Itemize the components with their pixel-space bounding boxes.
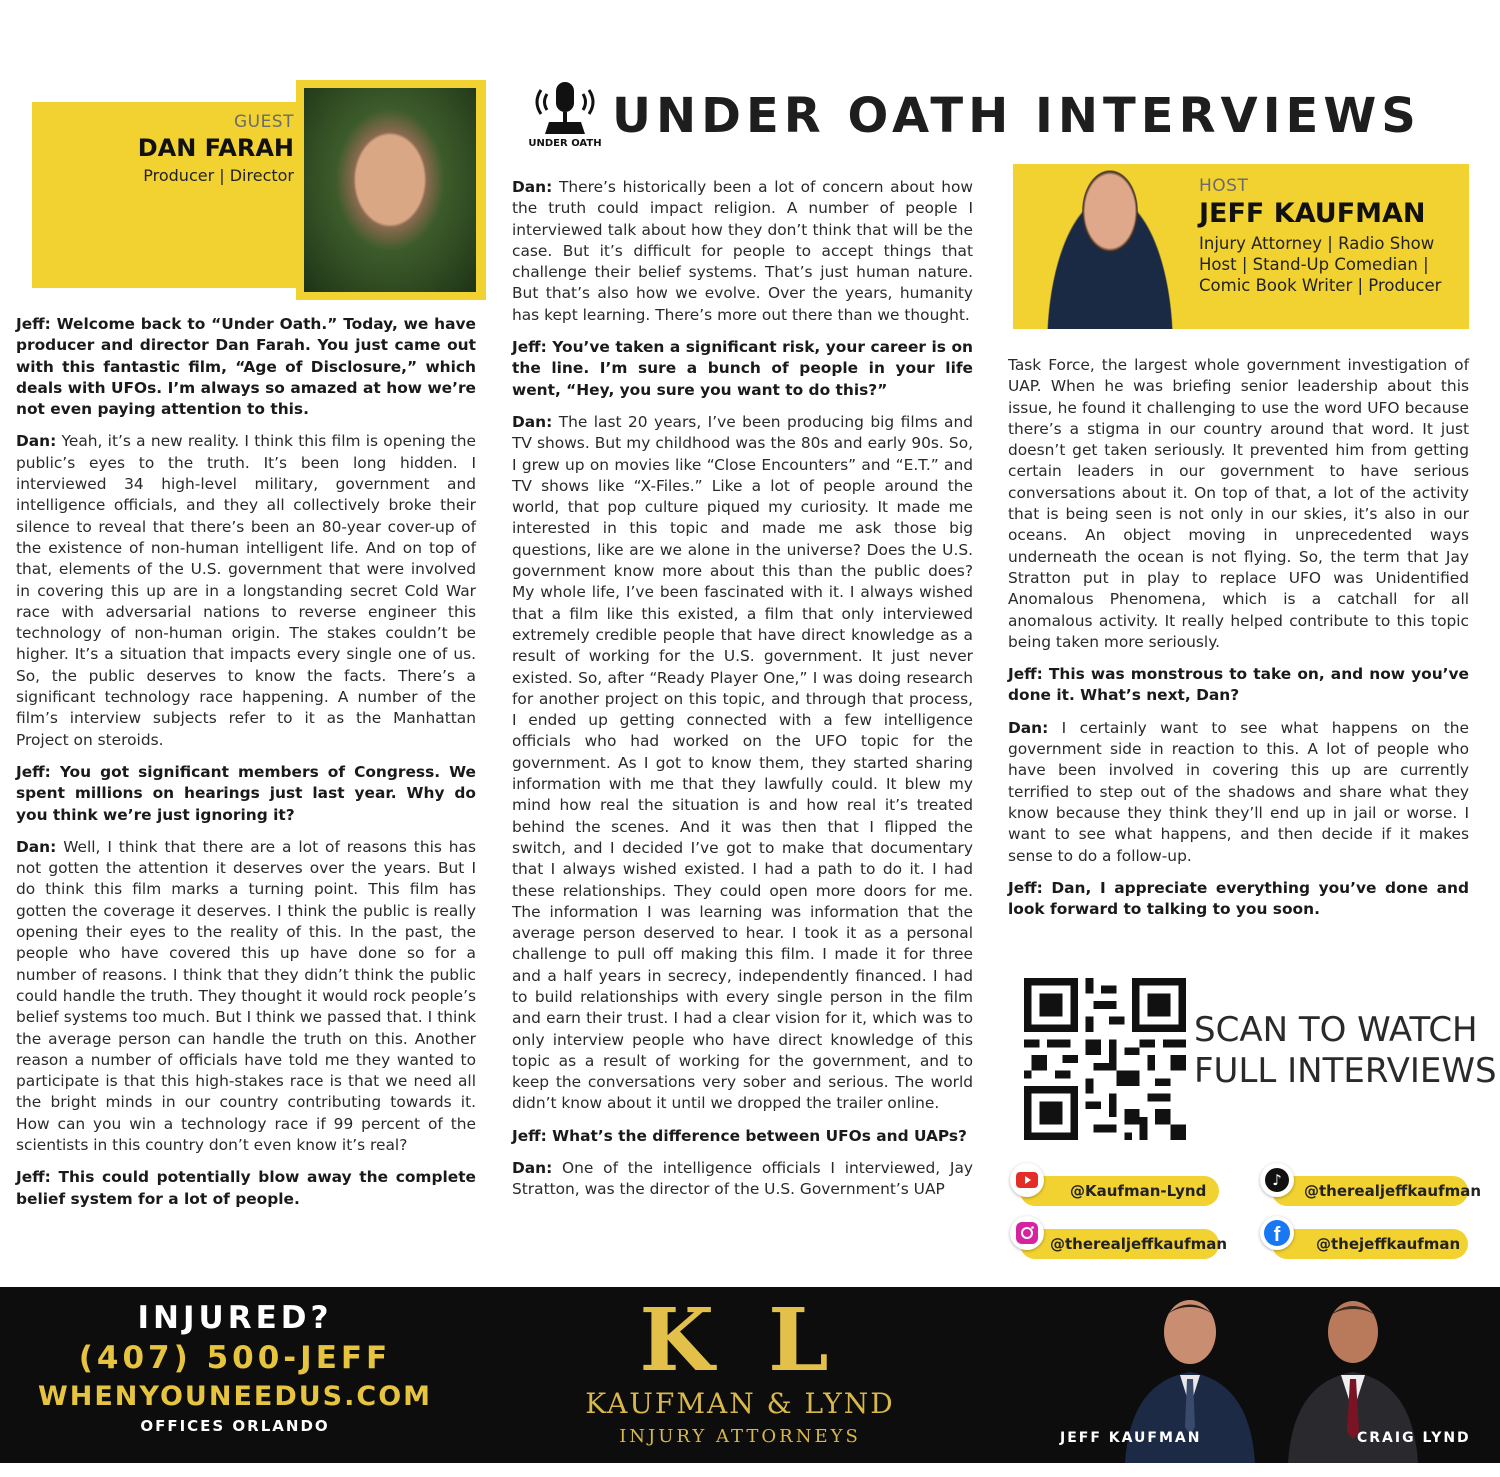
attorney-name-jeff: JEFF KAUFMAN xyxy=(1060,1430,1202,1446)
speaker-label: Dan: xyxy=(16,837,57,856)
host-photo xyxy=(1030,156,1190,329)
guest-label: GUEST xyxy=(233,112,294,132)
host-role-line: Comic Book Writer | Producer xyxy=(1199,276,1442,295)
social-youtube[interactable] xyxy=(1020,1176,1219,1206)
answer-paragraph xyxy=(1008,718,1469,867)
answer-text: There’s historically been a lot of concern about how the truth could impact religion. A number of people I interviewed talk about how they don’t think that will be the case. But it’s difficult for people to accept things that challenge their belief systems. That’s just human nature. But that’s also how we evolve. Over the years, humanity has kept learning. There’s more out there than we thought. xyxy=(512,178,973,324)
page-title: UNDER OATH INTERVIEWS xyxy=(612,88,1421,144)
facebook-icon[interactable]: f xyxy=(1260,1216,1294,1250)
scan-to-watch xyxy=(1194,1010,1497,1092)
answer-paragraph xyxy=(512,177,973,326)
footer-phone[interactable]: (407) 500-JEFF xyxy=(78,1340,392,1376)
host-name: JEFF KAUFMAN xyxy=(1199,198,1426,229)
footer-offices: OFFICES ORLANDO xyxy=(140,1417,330,1435)
attorney-name-craig: CRAIG LYND xyxy=(1357,1430,1471,1446)
question-paragraph: Jeff: You got significant members of Congress. We spent millions on hearings just last year. Why do you think we’re just ignoring it? xyxy=(16,762,476,824)
scan-line-1: SCAN TO WATCH xyxy=(1194,1010,1478,1050)
host-role-line: Host | Stand-Up Comedian | xyxy=(1199,255,1429,274)
speaker-label: Dan: xyxy=(512,1159,553,1178)
attorney-photo-craig xyxy=(1278,1287,1428,1477)
guest-role: Producer | Director xyxy=(143,166,294,185)
host-label: HOST xyxy=(1199,176,1249,196)
guest-info xyxy=(138,112,294,185)
social-tiktok[interactable] xyxy=(1272,1176,1482,1206)
question-paragraph: Jeff: What’s the difference between UFOs and UAPs? xyxy=(512,1126,967,1145)
qr-code[interactable] xyxy=(1024,978,1186,1140)
answer-paragraph xyxy=(512,1158,973,1201)
question-paragraph: Jeff: Dan, I appreciate everything you’ve done and look forward to talking to you soon. xyxy=(1008,878,1469,919)
social-handle: @therealjeffkaufman xyxy=(1050,1235,1228,1253)
answer-paragraph xyxy=(16,837,476,1156)
speaker-label: Dan: xyxy=(512,178,553,196)
article-column-1 xyxy=(16,314,476,1221)
social-handle: @thejeffkaufman xyxy=(1316,1235,1461,1253)
social-instagram[interactable] xyxy=(1020,1229,1228,1259)
host-info xyxy=(1199,176,1441,296)
guest-name: DAN FARAH xyxy=(137,134,294,162)
answer-text: Yeah, it’s a new reality. I think this film is opening the public’s eyes to the truth. It’s been long hidden. I interviewed 34 high-level military, government and intelligence officials, and they all collectively broke their silence to reveal that there’s been an 80-year cover-up of the existence of non-human intelligent life. And on top of that, elements of the U.S. government that were involved in covering this up are in a longstanding secret Cold War race with adversarial nations to reverse engineer this technology of non-human origin. The stakes couldn’t be higher. It’s a situation that impacts every single one of us. So, the public deserves to know the facts. There’s a significant technology race happening. A number of the film’s interview subjects refer to it as the Manhattan Project on steroids. xyxy=(16,432,476,749)
question-paragraph: Jeff: Welcome back to “Under Oath.” Today, we have producer and director Dan Farah. You just came out with this fantastic film, “Age of Disclosure,” which deals with UFOs. I’m always so amazed at how we’re not even paying attention to this. xyxy=(16,315,476,419)
answer-paragraph: Task Force, the largest whole government investigation of UAP. When he was briefing senior leadership about this issue, he found it challenging to use the word UFO because there’s a stigma in our country around that word. It just doesn’t get taken seriously. It prevented him from getting certain leaders in our government to have serious conversations about it. On top of that, a lot of the activity that is being seen is not only in our skies, it’s also in our oceans. An object moving in unprecedented ways underneath the ocean is not flying. So, the term that Jay Stratton put in play to replace UFO was Unidentified Anomalous Phenomena, which is a catchall for all anomalous activity. It really helped contribute to this topic being taken more seriously. xyxy=(1008,356,1469,651)
speaker-label: Dan: xyxy=(16,432,57,451)
firm-monogram: K L xyxy=(639,1290,841,1391)
speaker-label: Dan: xyxy=(512,412,553,431)
answer-text: One of the intelligence officials I interviewed, Jay Stratton, was the director of the U.S. Government’s UAP xyxy=(512,1159,973,1199)
footer-website[interactable]: WHENYOUNEEDUS.COM xyxy=(37,1381,433,1412)
firm-subtitle: INJURY ATTORNEYS xyxy=(619,1426,861,1447)
under-oath-logo xyxy=(527,78,603,152)
scan-line-2: FULL INTERVIEWS xyxy=(1194,1051,1497,1091)
question-paragraph: Jeff: This was monstrous to take on, and now you’ve done it. What’s next, Dan? xyxy=(1008,665,1469,705)
social-facebook[interactable] xyxy=(1272,1229,1468,1259)
question-paragraph: Jeff: This could potentially blow away the complete belief system for a lot of people. xyxy=(16,1168,476,1208)
social-handle: @Kaufman-Lynd xyxy=(1070,1182,1207,1200)
logo-text: UNDER OATH xyxy=(528,138,602,149)
answer-paragraph xyxy=(512,412,973,1115)
article-column-3 xyxy=(1008,355,1469,931)
question-paragraph: Jeff: You’ve taken a significant risk, your career is on the line. I’m sure a bunch of people in your life went, “Hey, you sure you want to do this?” xyxy=(512,338,973,399)
youtube-icon[interactable] xyxy=(1010,1163,1044,1197)
tiktok-icon[interactable]: ♪ xyxy=(1260,1163,1294,1197)
article-column-2 xyxy=(512,177,973,1212)
answer-text: I certainly want to see what happens on the government side in reaction to this. A lot of people who have been involved in covering this up are currently terrified to step out of the shadows and share what they know because they think they’ll end up in jail or worse. I want to see what happens, and then decide if it makes sense to do a follow-up. xyxy=(1008,718,1469,865)
attorney-photo-jeff xyxy=(1115,1287,1265,1477)
answer-text: Well, I think that there are a lot of reasons this has not gotten the attention it deserves over the years. But I do think this film marks a turning point. This film has gotten the coverage it deserves. I think the public is really opening their eyes to the reality of this. In the past, the people who have covered this up have done so for a number of reasons. I think that they didn’t think the public could handle the truth. They thought it would rock people’s belief systems too much. But I think we passed that. I think the average person can handle the truth on this. Another reason a number of officials have told me they wanted to participate is that this high-stakes race is that we need all the bright minds in our country contributing towards it. How can you win a technology race if 99 percent of the scientists in this country don’t even know it’s real? xyxy=(16,837,476,1154)
social-handle: @therealjeffkaufman xyxy=(1304,1182,1482,1200)
guest-photo xyxy=(296,80,486,300)
host-role-line: Injury Attorney | Radio Show xyxy=(1199,234,1435,253)
answer-paragraph xyxy=(16,431,476,750)
guest-card xyxy=(32,102,302,288)
firm-name: KAUFMAN & LYND xyxy=(585,1387,895,1420)
instagram-icon[interactable] xyxy=(1010,1216,1044,1250)
footer-injured: INJURED? xyxy=(137,1300,333,1336)
answer-text: The last 20 years, I’ve been producing big films and TV shows. But my childhood was the 80s and early 90s. So, I grew up on movies like “Close Encounters” and “E.T.” and TV shows like “X-Files.” Like a lot of people around the world, that pop culture piqued my curiosity. It made me interested in this topic and made me ask those big questions, like are we alone in the universe? Does the U.S. government know more about this than the public does? My whole life, I’ve been fascinated with it. I always wished that a film like this existed, a film that only interviewed extremely credible people that have direct knowledge as a result of working for the U.S. government. It just never existed. So, after “Ready Player One,” I was doing research for another project on this topic, and through that process, I ended up getting connected with a few intelligence officials who had worked on the UFO topic for the government. As I got to know them, they started sharing information with me that they lawfully could. It blew my mind how real the situation is and how real it’s treated behind the scenes. And it was then that I flipped the switch, and I decided I’ve got to make that documentary that I always wished existed. I had a path to do it. I had these relationships. They could open more doors for me. The information I was learning was information that the average person deserved to hear. I took it as a personal challenge to pull off making this film. I made it for three and a half years in secrecy, independently financed. I had to build relationships with every single person in the film and earn their trust. I had a clear vision for it, which was to only interview people who have direct knowledge of this topic as a result of working for the government, and to keep the conversations very sober and serious. The world didn’t know about it until we dropped the trailer online. xyxy=(512,412,973,1113)
speaker-label: Dan: xyxy=(1008,718,1049,737)
